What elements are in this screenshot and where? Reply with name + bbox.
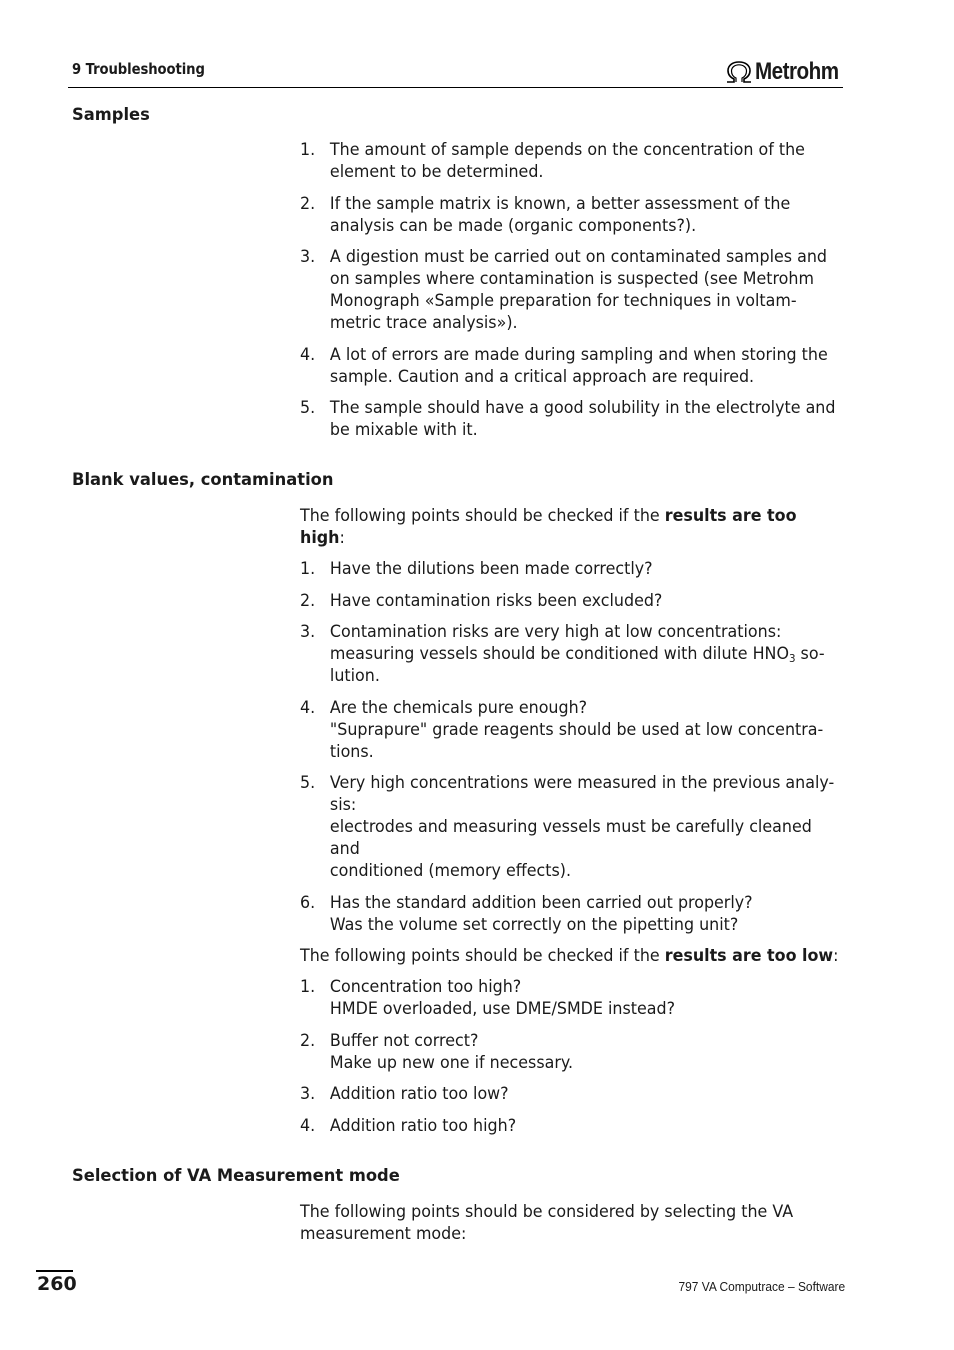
intro-results-high: The following points should be checked if the results are too high: — [300, 506, 797, 548]
section-heading-samples: Samples — [72, 105, 150, 125]
list-item: 2. If the sample matrix is known, a better assessment of the analysis can be made (organic components?). — [300, 193, 791, 236]
selection-intro: The following points should be considered by selecting the VA measurement mode: — [300, 1202, 794, 1244]
samples-list — [300, 139, 845, 451]
list-item: 4. A lot of errors are made during sampling and when storing the sample. Caution and a critical approach are required. — [300, 344, 828, 387]
document-title: 797 VA Computrace – Software — [678, 1279, 845, 1294]
list-item: 5. The sample should have a good solubility in the electrolyte and be mixable with it. — [300, 398, 836, 440]
list-item: 4. Are the chemicals pure enough? "Suprapure" grade reagents should be used at low concentra- tions. — [300, 697, 824, 762]
section-heading-blank-values: Blank values, contamination — [72, 470, 334, 490]
list-item: 1. Concentration too high? HMDE overloaded, use DME/SMDE instead? — [300, 977, 676, 1019]
header-divider — [68, 87, 843, 88]
list-item: 2. Buffer not correct? Make up new one if necessary. — [300, 1030, 574, 1073]
list-item: 2. Have contamination risks been excluded? — [300, 590, 663, 611]
list-item: 3. Addition ratio too low? — [300, 1084, 509, 1104]
metrohm-logo — [724, 58, 846, 86]
intro-results-low: The following points should be checked if the results are too low: — [300, 946, 839, 966]
list-item: 5. Very high concentrations were measured in the previous analy- sis: electrodes and measuring vessels must be carefully cleaned and conditioned (memory effects). — [300, 773, 835, 881]
chapter-header: 9 Troubleshooting — [72, 60, 205, 78]
logo-wordmark: Metrohm — [755, 58, 839, 85]
list-item: 4. Addition ratio too high? — [300, 1115, 517, 1136]
list-item: 3. A digestion must be carried out on contaminated samples and on samples where contamination is suspected (see Metrohm Monograph «Sample preparation for techniques in voltam- metric trace analysis»). — [300, 247, 828, 333]
omega-icon — [724, 60, 754, 84]
footer-divider — [36, 1270, 73, 1272]
list-item: 3. Contamination risks are very high at low concentrations: measuring vessels should be conditioned with dilute $HNO_3$ so- lution. — [300, 622, 825, 686]
selection-content — [300, 1201, 845, 1254]
list-item: 1. Have the dilutions been made correctly? — [300, 559, 653, 579]
page-number: 260 — [37, 1273, 77, 1295]
list-item: 1. The amount of sample depends on the concentration of the element to be determined. — [300, 140, 805, 182]
blank-values-content — [300, 505, 845, 1146]
section-heading-selection: Selection of VA Measurement mode — [72, 1166, 400, 1186]
list-item: 6. Has the standard addition been carried out properly? Was the volume set correctly on the pipetting unit? — [300, 892, 753, 935]
